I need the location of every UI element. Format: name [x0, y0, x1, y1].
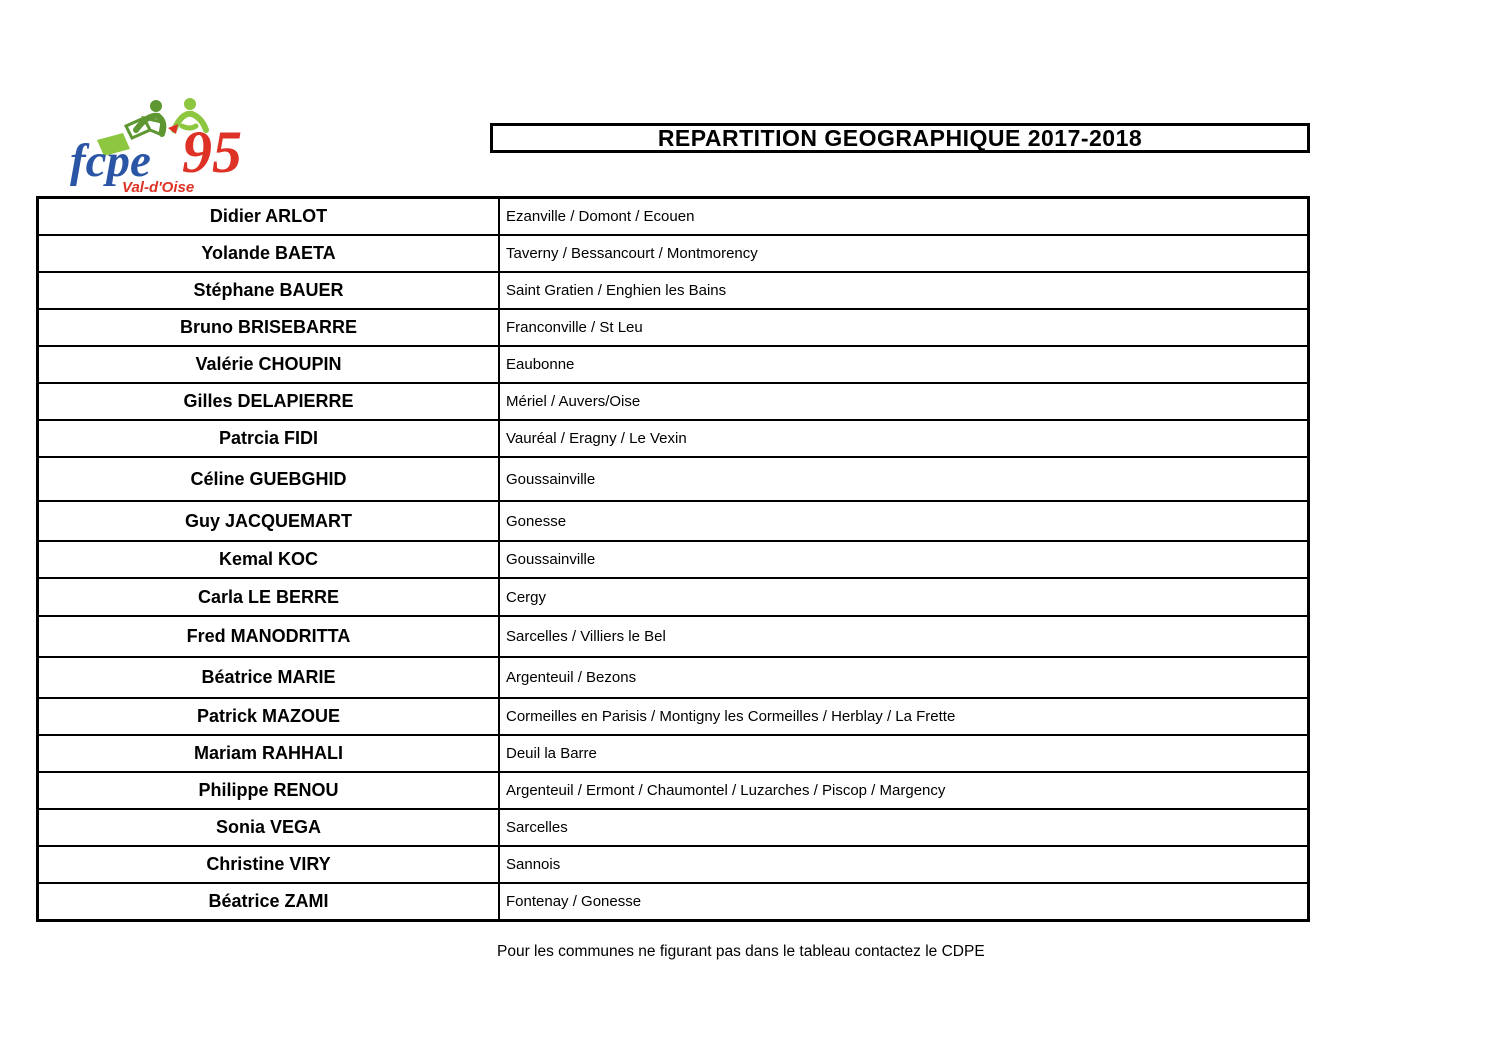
communes-cell: Sarcelles / Villiers le Bel: [499, 616, 1309, 657]
member-name-cell: Patrcia FIDI: [38, 420, 500, 457]
table-row: [38, 501, 1309, 541]
member-name-cell: Christine VIRY: [38, 846, 500, 883]
table-row: [38, 198, 1309, 235]
member-name-cell: Béatrice ZAMI: [38, 883, 500, 920]
table-row: [38, 846, 1309, 883]
member-name-cell: Didier ARLOT: [38, 198, 500, 235]
member-name-cell: Fred MANODRITTA: [38, 616, 500, 657]
table-row: [38, 883, 1309, 920]
communes-cell: Goussainville: [499, 457, 1309, 501]
fcpe95-logo: [70, 96, 260, 196]
table-row: [38, 772, 1309, 809]
table-row: [38, 383, 1309, 420]
communes-cell: Fontenay / Gonesse: [499, 883, 1309, 920]
communes-cell: Taverny / Bessancourt / Montmorency: [499, 235, 1309, 272]
member-name-cell: Patrick MAZOUE: [38, 698, 500, 735]
table-row: [38, 235, 1309, 272]
table-row: [38, 346, 1309, 383]
member-name-cell: Bruno BRISEBARRE: [38, 309, 500, 346]
communes-cell: Franconville / St Leu: [499, 309, 1309, 346]
table-row: [38, 578, 1309, 615]
table-row: [38, 698, 1309, 735]
member-name-cell: Philippe RENOU: [38, 772, 500, 809]
member-name-cell: Mariam RAHHALI: [38, 735, 500, 772]
communes-cell: Cormeilles en Parisis / Montigny les Cormeilles / Herblay / La Frette: [499, 698, 1309, 735]
member-name-cell: Carla LE BERRE: [38, 578, 500, 615]
logo-brand-text: fcpe: [70, 135, 151, 187]
member-name-cell: Gilles DELAPIERRE: [38, 383, 500, 420]
table-row: [38, 420, 1309, 457]
communes-cell: Saint Gratien / Enghien les Bains: [499, 272, 1309, 309]
communes-cell: Sarcelles: [499, 809, 1309, 846]
table-row: [38, 809, 1309, 846]
table-row: [38, 541, 1309, 578]
communes-cell: Vauréal / Eragny / Le Vexin: [499, 420, 1309, 457]
member-name-cell: Valérie CHOUPIN: [38, 346, 500, 383]
logo-number-text: 95: [182, 119, 242, 185]
table-row: [38, 457, 1309, 501]
communes-cell: Goussainville: [499, 541, 1309, 578]
member-name-cell: Kemal KOC: [38, 541, 500, 578]
communes-cell: Deuil la Barre: [499, 735, 1309, 772]
communes-cell: Gonesse: [499, 501, 1309, 541]
member-name-cell: Guy JACQUEMART: [38, 501, 500, 541]
communes-cell: Cergy: [499, 578, 1309, 615]
member-name-cell: Yolande BAETA: [38, 235, 500, 272]
logo-region-text: Val-d'Oise: [122, 179, 195, 196]
member-name-cell: Céline GUEBGHID: [38, 457, 500, 501]
communes-cell: Mériel / Auvers/Oise: [499, 383, 1309, 420]
footer-note: Pour les communes ne figurant pas dans le tableau contactez le CDPE: [497, 943, 985, 960]
logo-figures-icon: [70, 96, 260, 196]
table-row: [38, 272, 1309, 309]
member-name-cell: Sonia VEGA: [38, 809, 500, 846]
communes-cell: Argenteuil / Bezons: [499, 657, 1309, 698]
table-row: [38, 735, 1309, 772]
communes-cell: Ezanville / Domont / Ecouen: [499, 198, 1309, 235]
member-name-cell: Stéphane BAUER: [38, 272, 500, 309]
member-name-cell: Béatrice MARIE: [38, 657, 500, 698]
communes-cell: Sannois: [499, 846, 1309, 883]
page-title: REPARTITION GEOGRAPHIQUE 2017-2018: [490, 123, 1310, 153]
communes-cell: Argenteuil / Ermont / Chaumontel / Luzarches / Piscop / Margency: [499, 772, 1309, 809]
communes-cell: Eaubonne: [499, 346, 1309, 383]
table-row: [38, 657, 1309, 698]
table-row: [38, 309, 1309, 346]
geo-table: [36, 196, 1310, 922]
table-row: [38, 616, 1309, 657]
